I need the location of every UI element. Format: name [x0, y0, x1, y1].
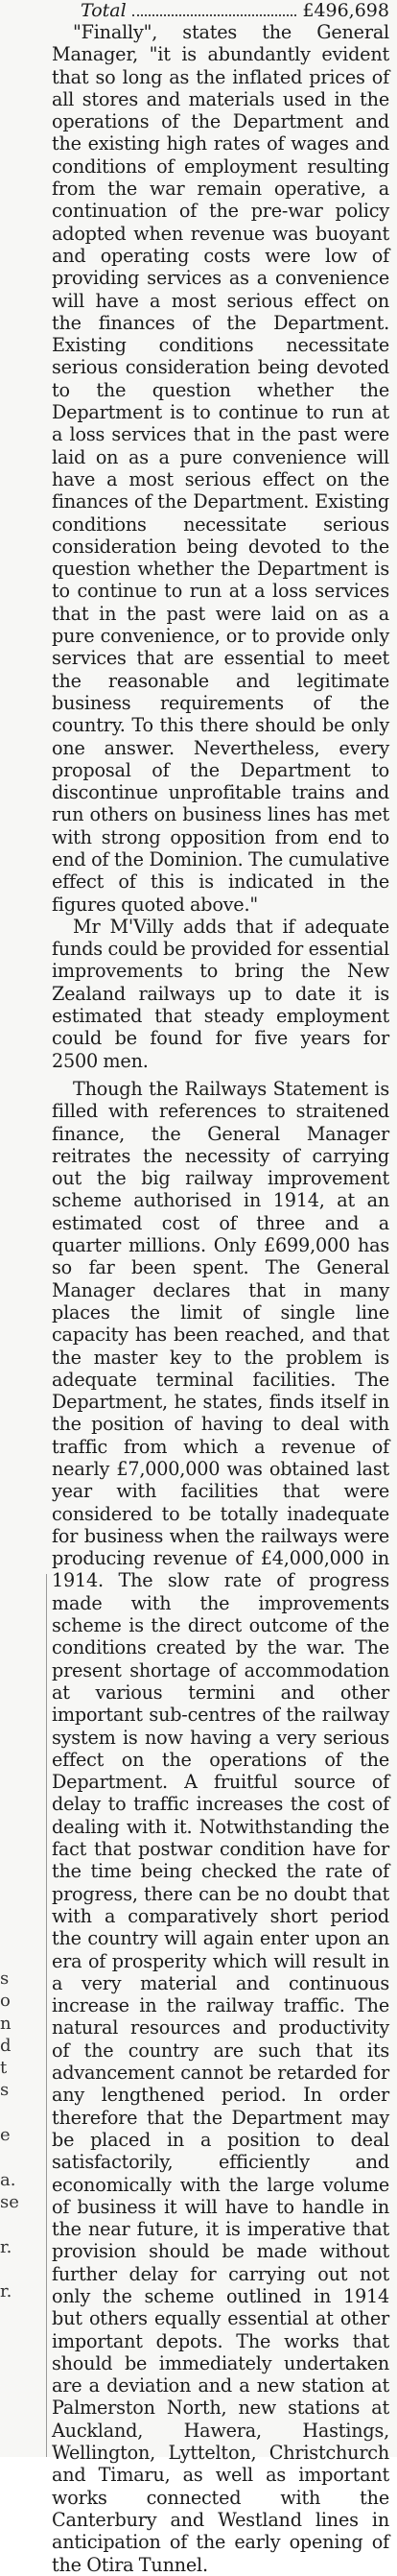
- total-amount: £496,698: [302, 0, 389, 21]
- fragment: n: [0, 2013, 12, 2034]
- fragment: [0, 2146, 19, 2168]
- fragment: d: [0, 2035, 12, 2056]
- fragment: se: [0, 2191, 19, 2212]
- paragraph-general-manager-quote: "Finally", states the General Manager, "it is abundantly evident that so long as the inflated prices of all stores and materials used in the operations of the Department and the existing high rates of wages and conditions of employment resulting from the war remain operative, a continuation of the pre-war policy adopted when revenue was buoyant and operating costs were low of providing services as a convenience will have a most serious effect on the finances of the Department. Existing conditions necessitate serious consideration being devoted to the question whether the Department is to continue to run at a loss services that in the past were laid on as a pure convenience will have a most serious effect on the finances of the Department. Existing conditions necessitate serious consideration being devoted to the question whether the Department is to continue to run at a loss services that in the past were laid on as a pure convenience, or to provide only services that are essential to meet the reasonable and legitimate business requirements of the country. To this there should be only one answer. Nevertheless, every proposal of the Department to discontinue unprofitable trains and run others on business lines has met with strong opposition from end to end of the Dominion. The cumulative effect of this is indicated in the figures quoted above.": [52, 21, 389, 916]
- column-rule: [46, 1574, 47, 2457]
- fragment: r.: [0, 2236, 12, 2257]
- fragment: [0, 2258, 19, 2280]
- total-line: [52, 0, 389, 21]
- fragment: a.: [0, 2169, 16, 2190]
- leader-dots: [132, 14, 297, 16]
- fragment: [0, 2213, 19, 2235]
- fragment: [0, 2102, 19, 2124]
- article-column: [52, 0, 389, 2576]
- paragraph-employment-estimate: Mr M'Villy adds that if adequate funds could be provided for essential improvements to bring the New Zealand railways up to date it is estimated that steady employment could be found for five years for 2500 men.: [52, 915, 389, 1072]
- fragment: e: [0, 2125, 11, 2146]
- fragment: s: [0, 2080, 10, 2101]
- fragment: r.: [0, 2281, 12, 2302]
- fragment: t: [0, 2058, 8, 2079]
- paragraph-improvement-scheme: Though the Railways Statement is filled with references to straitened finance, the General Manager reitrates the necessity of carrying out the big railway improvement scheme authorised in 1914, at an estimated cost of three and a quarter millions. Only £699,000 has so far been spent. The General Manager declares that in many places the limit of single line capacity has been reached, and that the master key to the problem is adequate terminal facilities. The Department, he states, finds itself in the position of having to deal with traffic from which a revenue of nearly £7,000,000 was obtained last year with facilities that were considered to be totally inadequate for business when the railways were producing revenue of £4,000,000 in 1914. The slow rate of progress made with the improvements scheme is the direct outcome of the conditions created by the war. The present shortage of accommodation at various termini and other important sub-centres of the railway system is now having a very serious effect on the operations of the Department. A fruitful source of delay to traffic increases the cost of dealing with it. Notwithstanding the fact that postwar condition have for the time being checked the rate of progress, there can be no doubt that with a comparatively short period the country will again enter upon an era of prosperity which will result in a very material and continuous increase in the railway traffic. The natural resources and productivity of the country are such that its advancement cannot be retarded for any lengthened period. In order therefore that the Department may be placed in a position to deal satisfactorily, efficiently and economically with the large volume of business it will have to handle in the near future, it is imperative that provision should be made without further delay for carrying out not only the scheme outlined in 1914 but others equally essential at other important depots. The works that should be immediately undertaken are a deviation and a new station at Palmerston North, new stations at Auckland, Hawera, Hastings, Wellington, Lyttelton, Christchurch and Timaru, as well as important works connected with the Canterbury and Westland lines in anticipation of the early opening of the Otira Tunnel.: [52, 1077, 389, 2576]
- fragment: s: [0, 1968, 10, 1989]
- fragment: o: [0, 1991, 11, 2012]
- total-label: Total: [81, 0, 127, 21]
- adjacent-column-fragments: [0, 1968, 19, 2302]
